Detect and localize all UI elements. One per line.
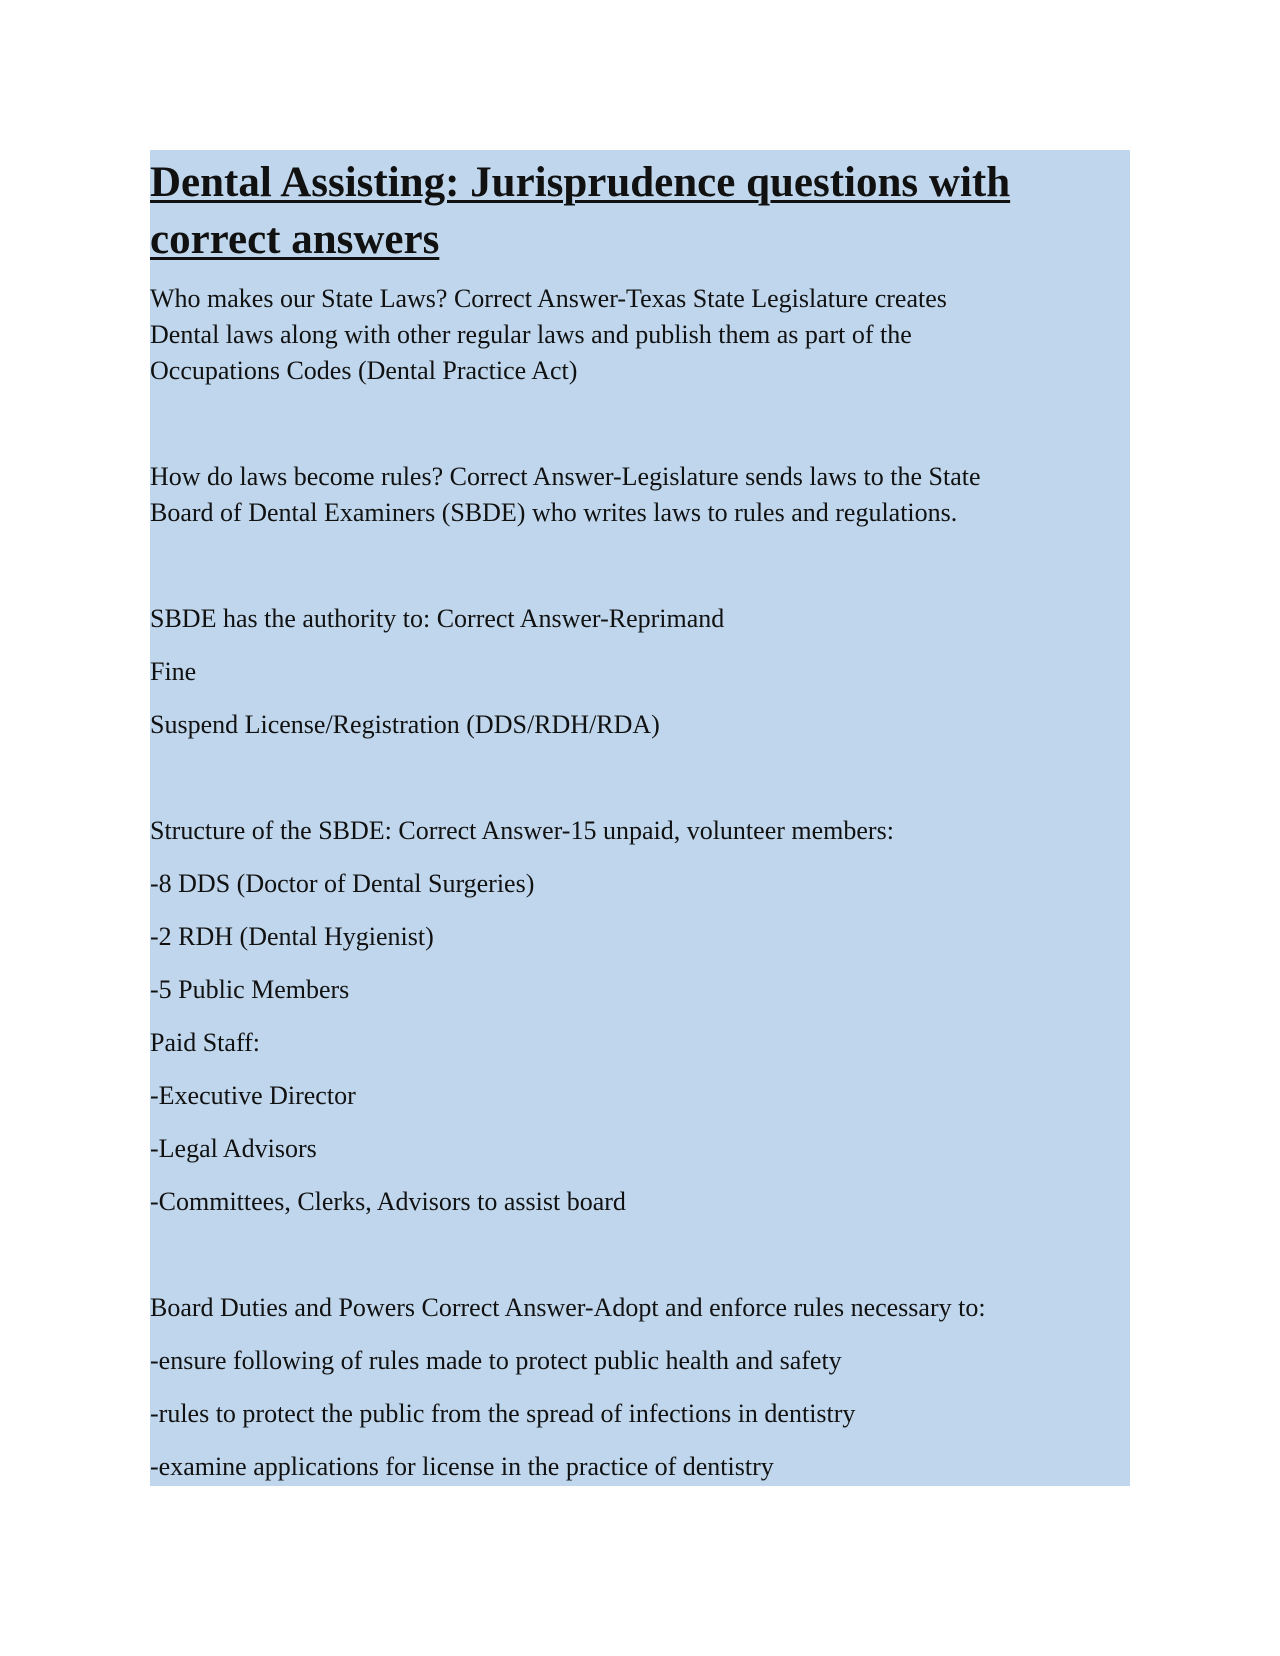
qa-2-line-1: How do laws become rules? Correct Answer-Legislature sends laws to the State — [150, 462, 981, 491]
highlighted-content-block — [150, 150, 1130, 1486]
qa-3-line-3: Suspend License/Registration (DDS/RDH/RDA) — [150, 710, 660, 739]
qa-3-line-1: SBDE has the authority to: Correct Answer-Reprimand — [150, 604, 725, 633]
qa-4-line-2: -8 DDS (Doctor of Dental Surgeries) — [150, 869, 535, 898]
qa-4-line-1: Structure of the SBDE: Correct Answer-15 unpaid, volunteer members: — [150, 816, 894, 845]
qa-4-line-5: Paid Staff: — [150, 1028, 261, 1057]
qa-1-line-3: Occupations Codes (Dental Practice Act) — [150, 356, 578, 385]
qa-3-line-2: Fine — [150, 657, 197, 686]
document-title-line-2: correct answers — [150, 216, 440, 263]
qa-5-line-4: -examine applications for license in the practice of dentistry — [150, 1452, 774, 1481]
qa-1-line-2: Dental laws along with other regular laws and publish them as part of the — [150, 320, 912, 349]
qa-4-line-4: -5 Public Members — [150, 975, 350, 1004]
qa-2-line-2: Board of Dental Examiners (SBDE) who writes laws to rules and regulations. — [150, 498, 958, 527]
qa-1-line-1: Who makes our State Laws? Correct Answer-Texas State Legislature creates — [150, 284, 947, 313]
qa-4-line-3: -2 RDH (Dental Hygienist) — [150, 922, 434, 951]
document-title-line-1: Dental Assisting: Jurisprudence questions with — [150, 159, 1011, 206]
qa-5-line-2: -ensure following of rules made to protect public health and safety — [150, 1346, 842, 1375]
qa-5-line-1: Board Duties and Powers Correct Answer-Adopt and enforce rules necessary to: — [150, 1293, 986, 1322]
qa-5-line-3: -rules to protect the public from the spread of infections in dentistry — [150, 1399, 856, 1428]
qa-4-line-8: -Committees, Clerks, Advisors to assist board — [150, 1187, 626, 1216]
qa-4-line-7: -Legal Advisors — [150, 1134, 317, 1163]
qa-4-line-6: -Executive Director — [150, 1081, 356, 1110]
